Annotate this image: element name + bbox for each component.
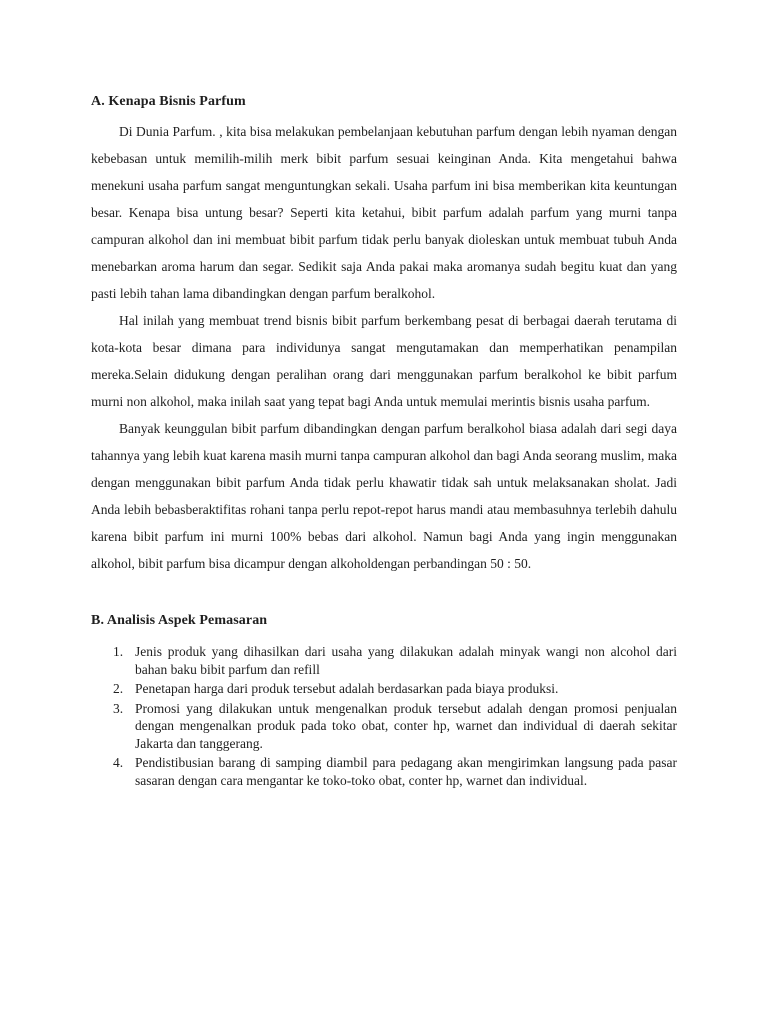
marketing-analysis-list	[91, 643, 677, 789]
list-item-text: Pendistibusian barang di samping diambil para pedagang akan mengirimkan langsung pada pasar sasaran dengan cara mengantar ke toko-toko obat, conter hp, warnet dan individual.	[135, 755, 677, 788]
section-a-paragraph-1: Di Dunia Parfum. , kita bisa melakukan pembelanjaan kebutuhan parfum dengan lebih nyaman dengan kebebasan untuk memilih-milih merk bibit parfum sesuai keinginan Anda. Kita mengetahui bahwa menekuni usaha parfum sangat menguntungkan sekali. Usaha parfum ini bisa memberikan kita keuntungan besar. Kenapa bisa untung besar? Seperti kita ketahui, bibit parfum adalah parfum yang murni tanpa campuran alkohol dan ini membuat bibit parfum tidak perlu banyak dioleskan untuk membuat tubuh Anda menebarkan aroma harum dan segar. Sedikit saja Anda pakai maka aromanya sudah begitu kuat dan yang pasti lebih tahan lama dibandingkan dengan parfum beralkohol.	[91, 124, 677, 301]
section-a-paragraph-2: Hal inilah yang membuat trend bisnis bibit parfum berkembang pesat di berbagai daerah terutama di kota-kota besar dimana para individunya sangat mengutamakan dan memperhatikan penampilan mereka.Selain didukung dengan peralihan orang dari menggunakan parfum beralkohol ke bibit parfum murni non alkohol, maka inilah saat yang tepat bagi Anda untuk memulai merintis bisnis usaha parfum.	[91, 313, 677, 409]
list-item-number: 2.	[113, 681, 124, 696]
list-item-number: 3.	[113, 700, 124, 716]
list-item	[91, 754, 677, 789]
list-item	[91, 643, 677, 678]
section-a-heading: A. Kenapa Bisnis Parfum	[91, 94, 246, 109]
section-b-heading: B. Analisis Aspek Pemasaran	[91, 613, 268, 628]
list-item-text: Penetapan harga dari produk tersebut adalah berdasarkan pada biaya produksi.	[135, 681, 559, 696]
section-a-paragraph-3: Banyak keunggulan bibit parfum dibandingkan dengan parfum beralkohol biasa adalah dari segi daya tahannya yang lebih kuat karena masih murni tanpa campuran alkohol dan bagi Anda seorang muslim, maka dengan menggunakan bibit parfum Anda tidak perlu khawatir tidak sah untuk melaksanakan sholat. Jadi Anda lebih bebasberaktifitas rohani tanpa perlu repot-repot harus mandi atau membasuhnya terlebih dahulu karena bibit parfum ini murni 100% bebas dari alkohol. Namun bagi Anda yang ingin menggunakan alkohol, bibit parfum bisa dicampur dengan alkoholdengan perbandingan 50 : 50.	[91, 421, 677, 571]
list-item-number: 1.	[113, 644, 124, 659]
list-item-text: Promosi yang dilakukan untuk mengenalkan produk tersebut adalah dengan promosi penjualan dengan mengenalkan produk pada toko obat, conter hp, warnet dan individual di daerah sekitar Jakarta dan tanggerang.	[135, 700, 677, 751]
list-item-number: 4.	[113, 755, 124, 770]
list-item	[91, 700, 677, 753]
list-item	[91, 680, 677, 698]
list-item-text: Jenis produk yang dihasilkan dari usaha yang dilakukan adalah minyak wangi non alcohol dari bahan baku bibit parfum dan refill	[135, 644, 677, 677]
document-content	[91, 92, 677, 791]
